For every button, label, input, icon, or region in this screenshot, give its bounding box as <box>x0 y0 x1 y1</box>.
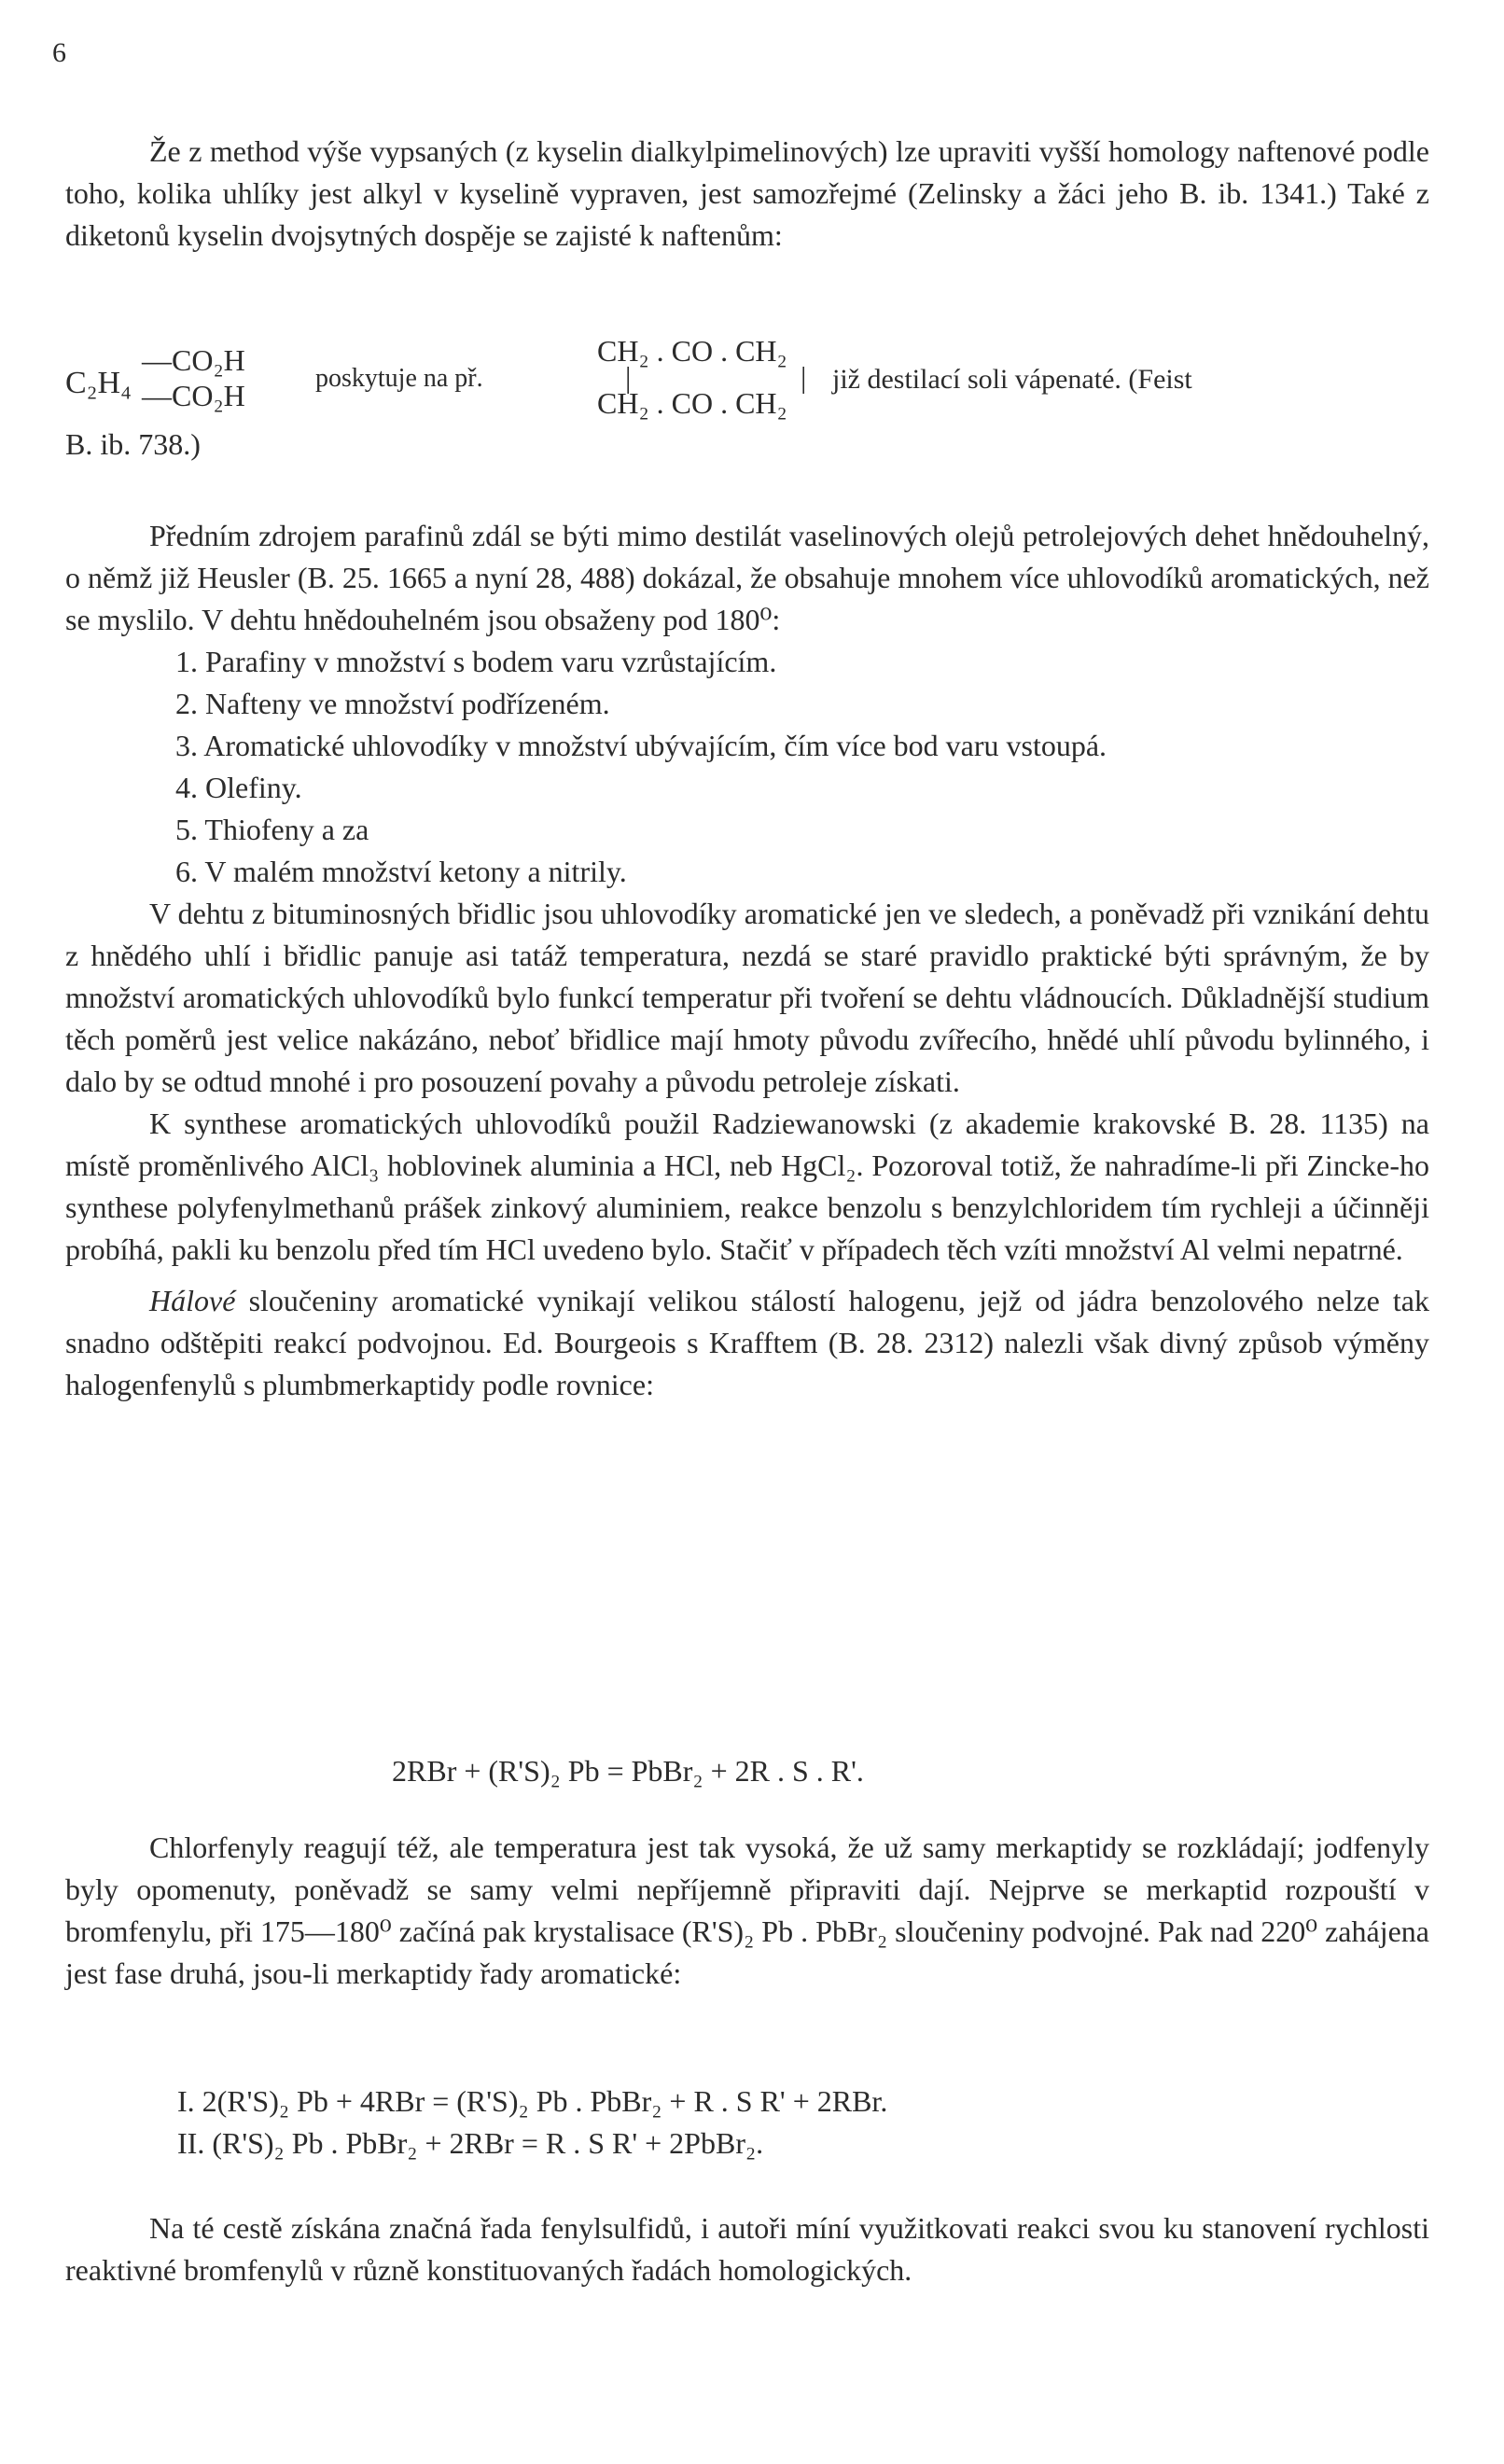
section-tar <box>65 515 1429 1406</box>
chem-left-top: —CO₂H <box>142 343 245 377</box>
chem-bond-right: | <box>801 360 807 394</box>
equation-2: I. 2(R'S)₂ Pb + 4RBr = (R'S)₂ Pb . PbBr₂ + R . S R' + 2RBr. <box>177 2084 888 2118</box>
chem-bond-left: | <box>625 360 632 394</box>
list-item: 2. Nafteny ve množství podřízeném. <box>175 687 610 720</box>
chem-left-bottom: —CO₂H <box>142 379 245 412</box>
paragraph-2: Předním zdrojem parafinů zdál se býti mimo destilát vaselinových olejů petrolejových dehet hnědouhelný, o němž již Heusler (B. 25. 1665 a nyní 28, 488) dokázal, že obsahuje mnohem více uhlovodíků aromatických, než se myslilo. V dehtu hnědouhelném jsou obsaženy pod 180⁰: <box>65 519 1429 636</box>
chemical-scheme <box>65 334 1437 461</box>
paragraph-4: K synthese aromatických uhlovodíků použil Radziewanowski (z akademie krakovské B. 28. 1135) na místě proměnlivého AlCl₃ hoblovinek aluminia a HCl, neb HgCl₂. Pozoroval totiž, že nahradíme-li při Zincke-ho synthese polyfenylmethanů prášek zinkový aluminiem, reakce benzolu s benzylchloridem tím rychleji a účinněji probíhá, pakli ku benzolu před tím HCl uvedeno bylo. Stačiť v případech těch vzíti množství Al velmi nepatrné. <box>65 1107 1429 1266</box>
list-item: 3. Aromatické uhlovodíky v množství ubývajícím, čím více bod varu vstoupá. <box>175 729 1107 762</box>
chem-left-formula: C₂H₄ <box>65 366 132 400</box>
list-item: 1. Parafiny v množství s bodem varu vzrůstajícím. <box>175 645 777 678</box>
section-chlorfenyly <box>65 1827 1429 1995</box>
chem-right-bottom: CH₂ . CO . CH₂ <box>597 386 787 420</box>
paragraph-6: Chlorfenyly reagují též, ale temperatura jest tak vysoká, že už samy merkaptidy se rozkládají; jodfenyly byly opomenuty, poněvadž se samy velmi nepříjemně připraviti dají. Nejprve se merkaptid rozpouští v bromfenylu, při 175—180⁰ začíná pak krystalisace (R'S)₂ Pb . PbBr₂ sloučeniny podvojné. Pak nad 220⁰ zahájena jest fase druhá, jsou-li merkaptidy řady aromatické: <box>65 1831 1429 1990</box>
paragraph-5-lead: Hálové <box>149 1284 236 1317</box>
list-item: 4. Olefiny. <box>175 771 302 804</box>
chem-middle-text: poskytuje na př. <box>315 364 483 393</box>
chem-right-top: CH₂ . CO . CH₂ <box>597 334 787 368</box>
paragraph-7: Na té cestě získána značná řada fenylsulfidů, i autoři míní využitkovati reakci svou ku stanovení rychlosti reaktivné bromfenylů v různě konstituovaných řadách homologických. <box>65 2211 1429 2287</box>
list-item: 6. V malém množství ketony a nitrily. <box>175 855 627 888</box>
paragraph-1: Že z method výše vypsaných (z kyselin dialkylpimelinových) lze upraviti vyšší homology naftenové podle toho, kolika uhlíky jest alkyl v kyselině vypraven, jest samozřejmé (Zelinsky a žáci jeho B. ib. 1341.) Také z diketonů kyselin dvojsytných dospěje se zajisté k naftenům: <box>65 134 1429 252</box>
paragraph-5-text: sloučeniny aromatické vynikají velikou stálostí halogenu, jejž od jádra benzolového nelze tak snadno odštěpiti reakcí podvojnou. Ed. Bourgeois s Krafftem (B. 28. 2312) nalezli však divný způsob výměny halogenfenylů s plumbmerkaptidy podle rovnice: <box>65 1284 1430 1401</box>
paragraph-3: V dehtu z bituminosných břidlic jsou uhlovodíky aromatické jen ve sledech, a poněvadž při vznikání dehtu z hnědého uhlí i břidlic panuje asi tatáž temperatura, nezdá se staré pravidlo praktické býti správným, že by množství aromatických uhlovodíků bylo funkcí temperatur při tvoření se dehtu vládnoucích. Důkladnější studium těch poměrů jest velice nakázáno, neboť břidlice mají hmoty původu zvířecího, hnědé uhlí původu bylinného, i dalo by se odtud mnohé i pro posouzení povahy a původu petroleje získati. <box>65 897 1429 1098</box>
paragraph-intro <box>65 131 1429 257</box>
list-item: 5. Thiofeny a za <box>175 813 369 846</box>
equation-3: II. (R'S)₂ Pb . PbBr₂ + 2RBr = R . S R' + 2PbBr₂. <box>177 2126 764 2160</box>
page-number: 6 <box>52 37 66 68</box>
equation-1: 2RBr + (R'S)₂ Pb = PbBr₂ + 2R . S . R'. <box>392 1754 864 1788</box>
chem-citation: B. ib. 738.) <box>65 427 201 461</box>
section-conclusion <box>65 2207 1429 2291</box>
chem-trailing: již destilací soli vápenaté. (Feist <box>832 364 1192 395</box>
composition-list <box>65 641 1429 893</box>
paragraph-5 <box>65 1280 1429 1406</box>
